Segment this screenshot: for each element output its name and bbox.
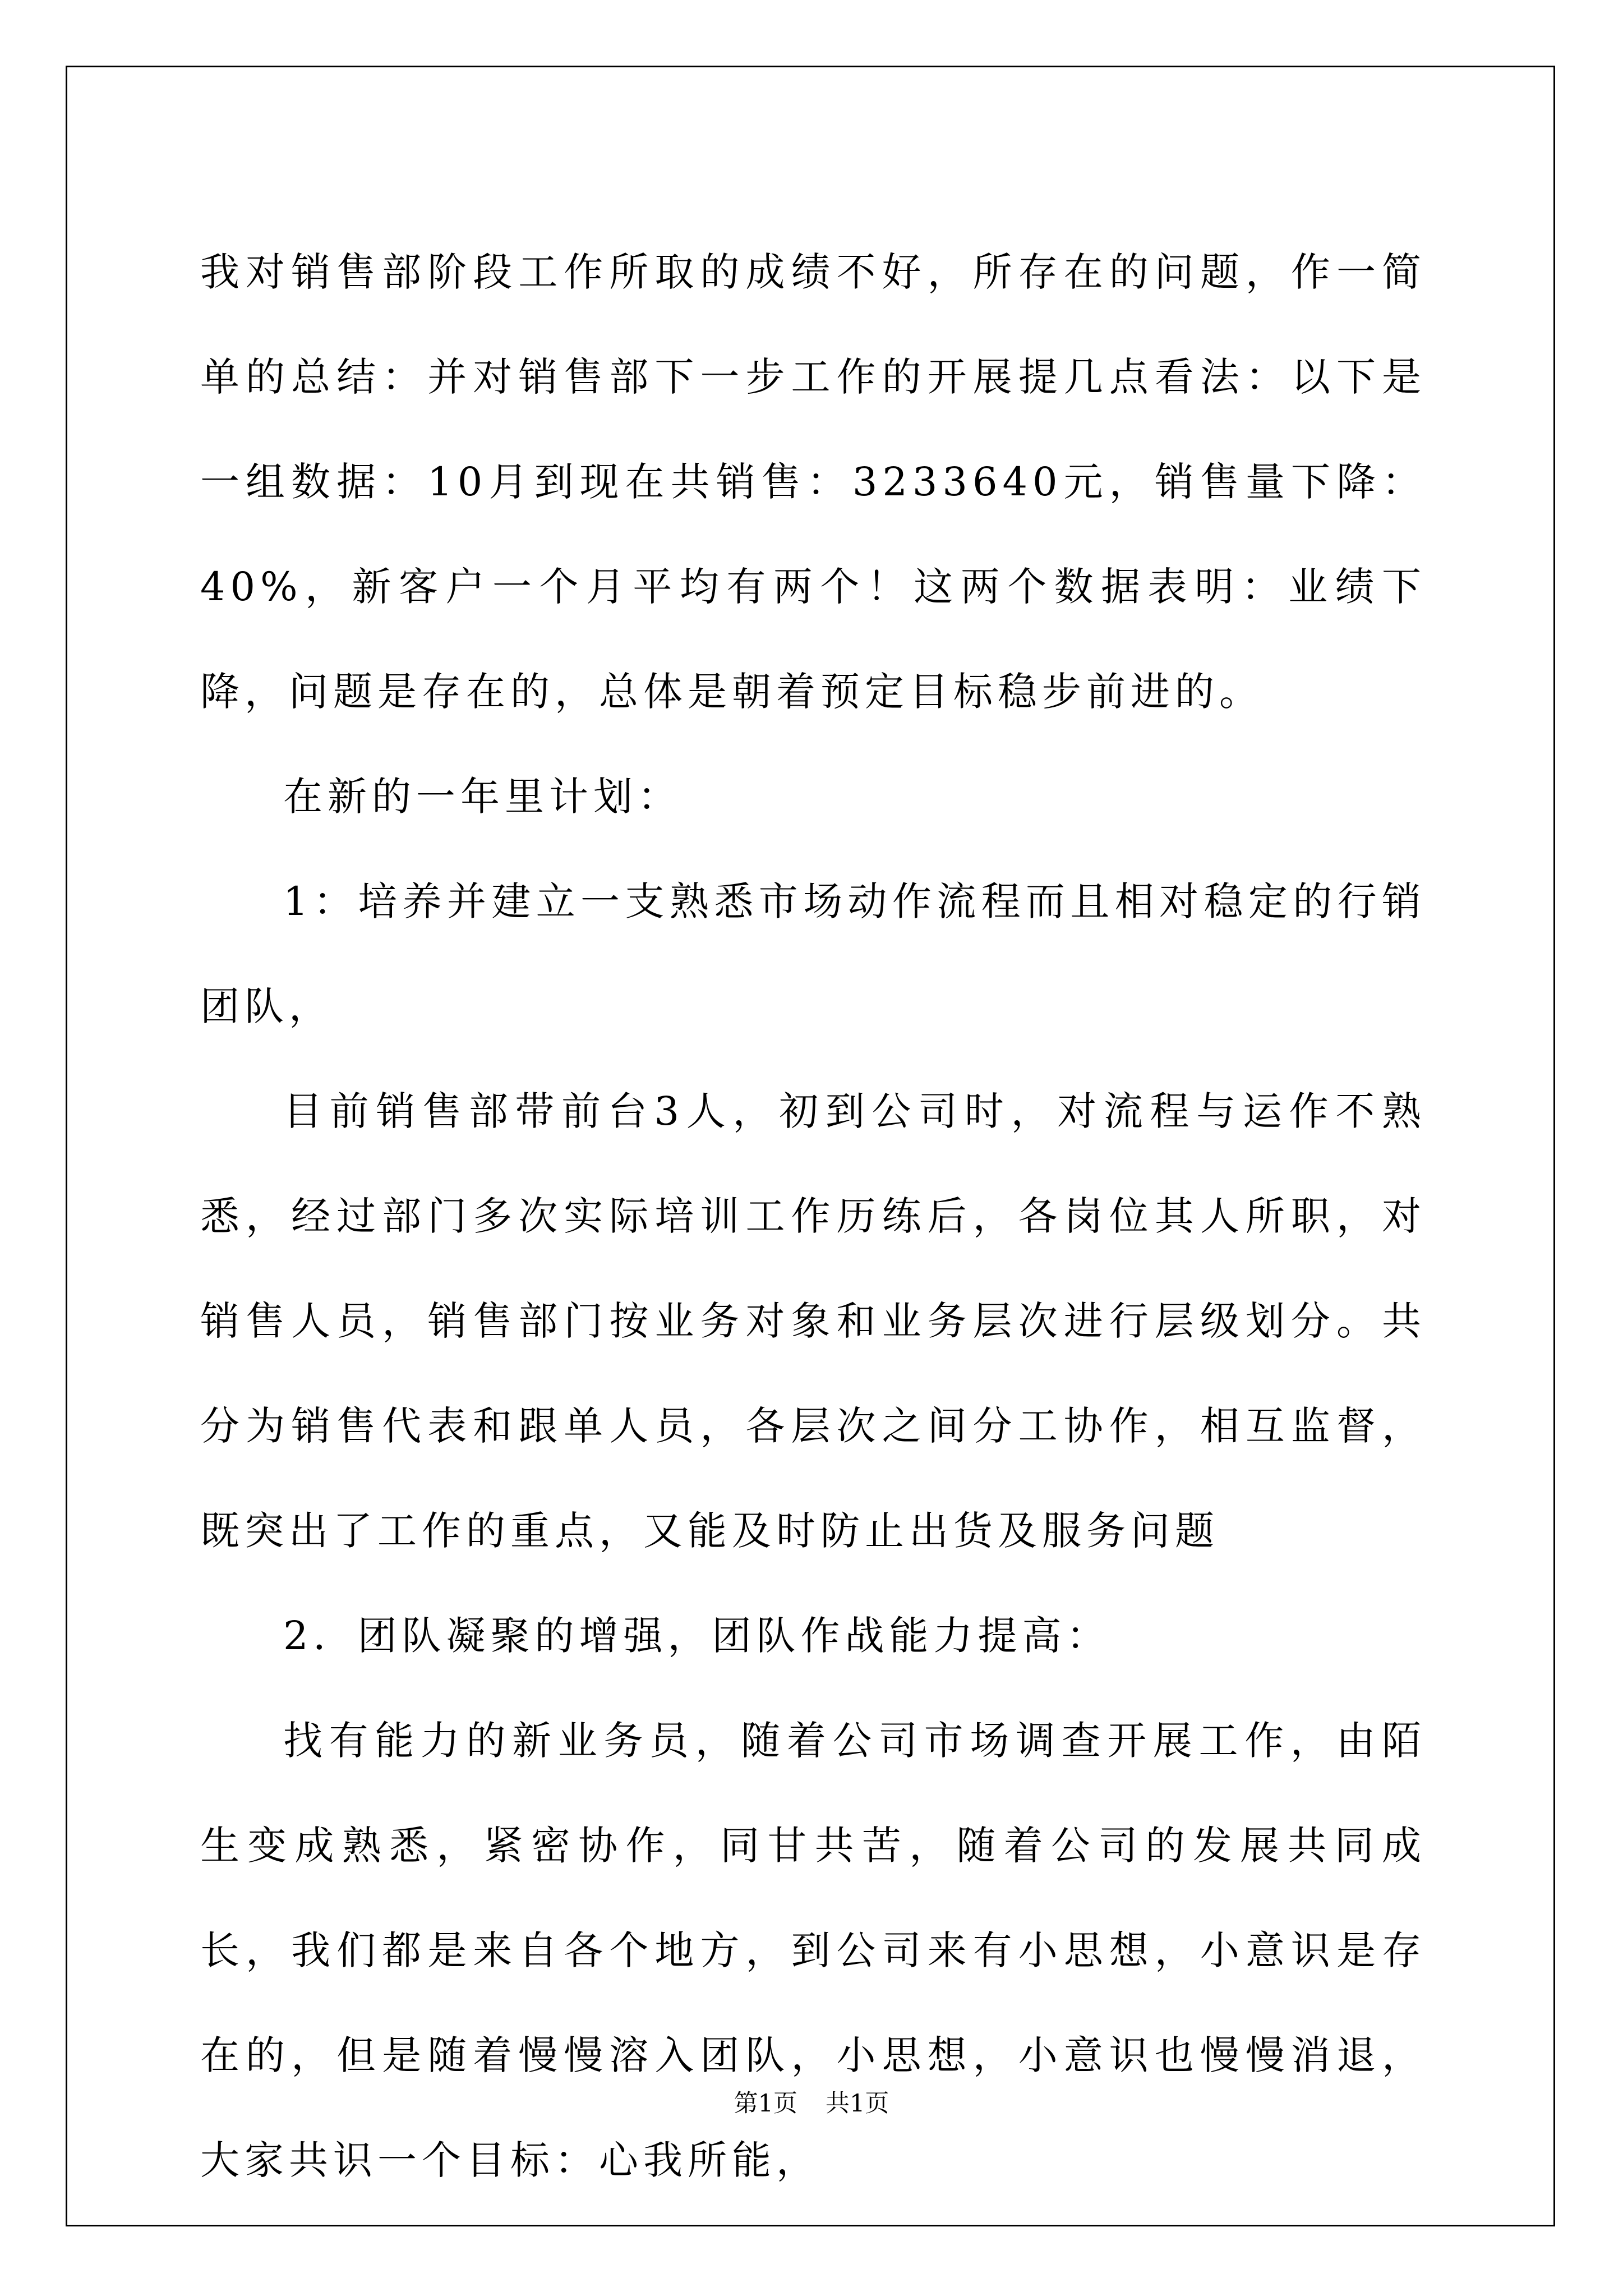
paragraph-team-detail: 目前销售部带前台3人，初到公司时，对流程与运作不熟悉，经过部门多次实际培训工作历练后，各岗位其人所职，对销售人员，销售部门按业务对象和业务层次进行层级划分。共分为销售代表和跟单人员，各层次之间分工协作，相互监督，既突出了工作的重点，又能及时防止出货及服务问题: [200, 1088, 1426, 1554]
paragraph-summary: 我对销售部阶段工作所取的成绩不好，所存在的问题，作一简单的总结：并对销售部下一步工作的开展提几点看法：以下是一组数据：10月到现在共销售：3233640元，销售量下降：40%，新客户一个月平均有两个！这两个数据表明：业绩下降，问题是存在的，总体是朝着预定目标稳步前进的。: [200, 249, 1426, 715]
document-body: [200, 220, 1426, 2213]
page-number: 第1页: [734, 2090, 797, 2118]
paragraph-point-1: 1：培养并建立一支熟悉市场动作流程而且相对稳定的行销团队，: [200, 878, 1426, 1029]
page-total: 共1页: [826, 2090, 889, 2118]
paragraph-plan-heading: 在新的一年里计划：: [283, 774, 682, 820]
paragraph-cohesion-detail: 找有能力的新业务员，随着公司市场调查开展工作，由陌生变成熟悉，紧密协作，同甘共苦，随着公司的发展共同成长，我们都是来自各个地方，到公司来有小思想，小意识是存在的，但是随着慢慢溶入团队，小思想，小意识也慢慢消退，大家共识一个目标：心我所能，: [200, 1718, 1426, 2183]
page-footer: [0, 2087, 1623, 2120]
paragraph-point-2: 2．团队凝聚的增强，团队作战能力提高：: [283, 1613, 1111, 1659]
